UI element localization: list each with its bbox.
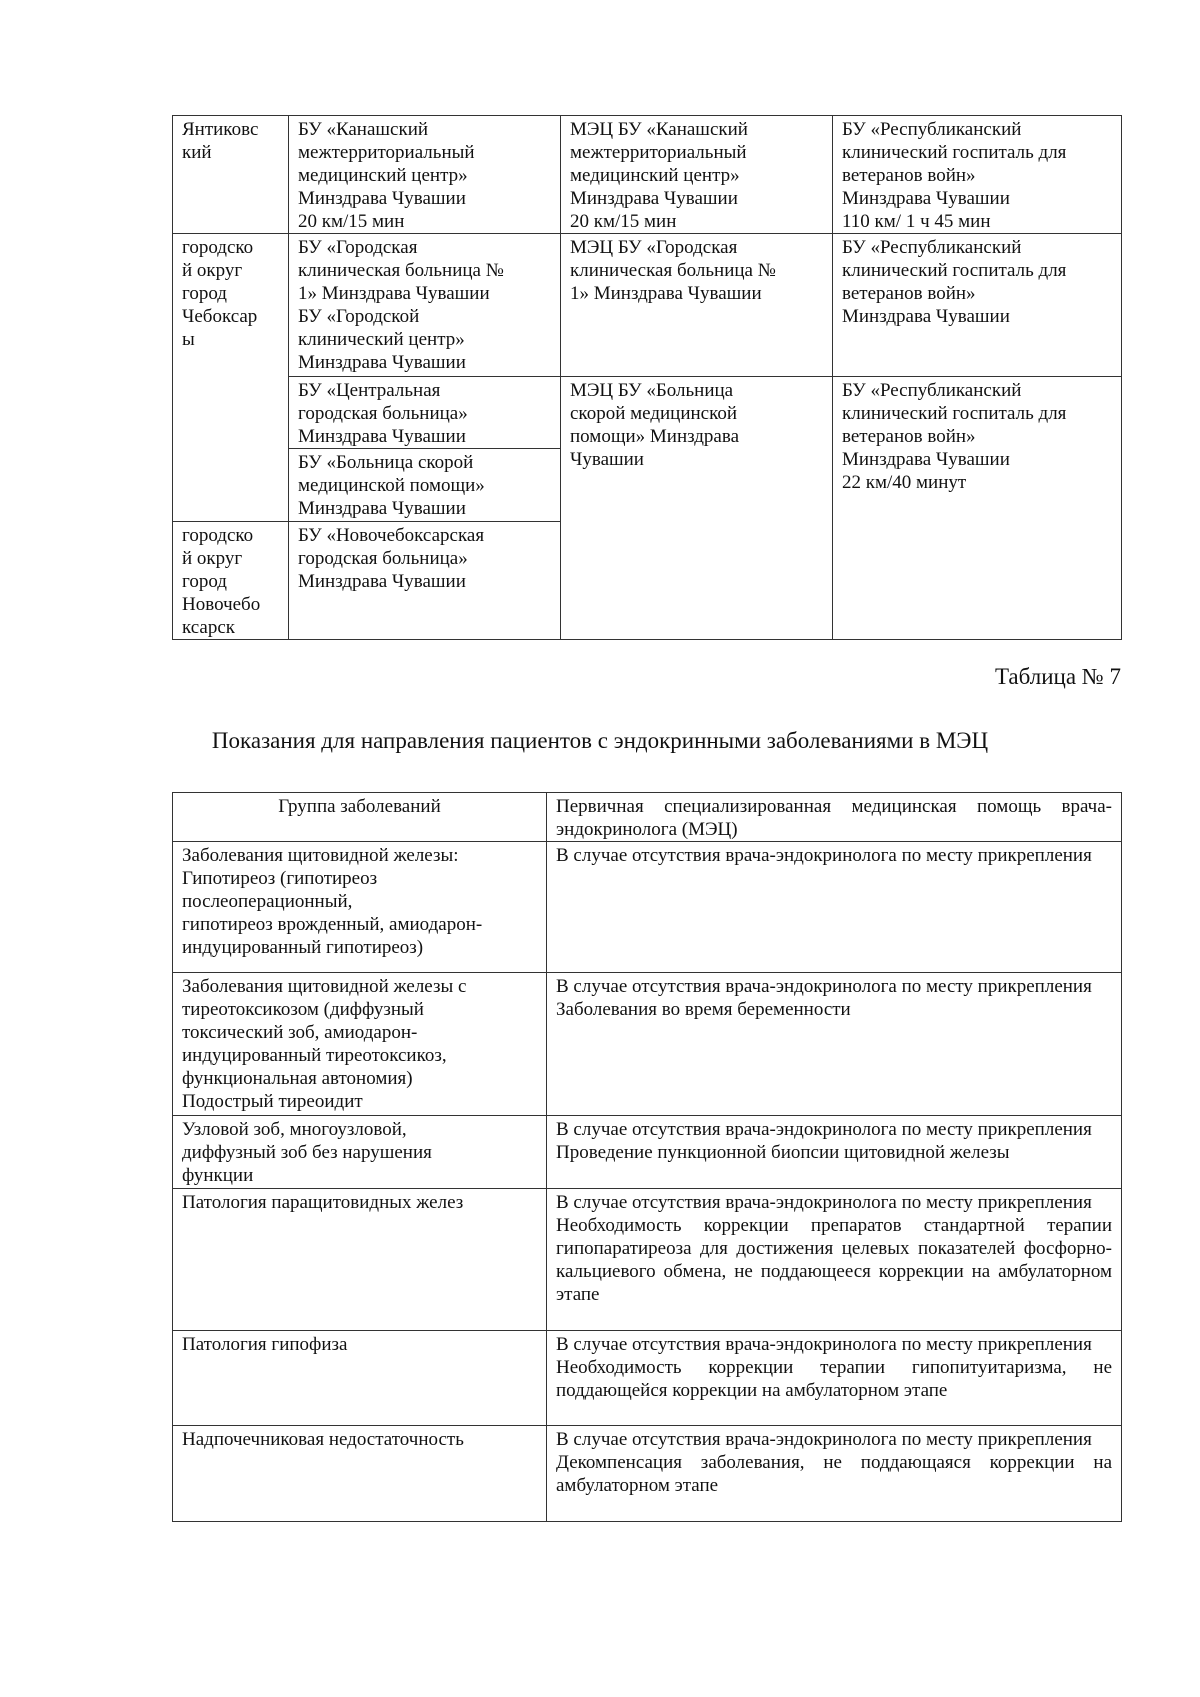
- disease-group-cell: Узловой зоб, многоузловой, диффузный зоб без нарушения функции: [173, 1116, 547, 1189]
- table-row: [173, 842, 1122, 973]
- first-level-cell: БУ «Городская клиническая больница № 1» Минздрава Чувашии БУ «Городской клинический центр» Минздрава Чувашии: [289, 234, 561, 377]
- first-level-cell: БУ «Новочебоксарская городская больница» Минздрава Чувашии: [289, 522, 561, 640]
- indication-cell: В случае отсутствия врача-эндокринолога по месту прикрепления Декомпенсация заболевания, не поддающаяся коррекции на амбулаторном этапе: [547, 1426, 1122, 1522]
- hospital-cell: БУ «Республиканский клинический госпиталь для ветеранов войн» Минздрава Чувашии: [833, 234, 1122, 377]
- disease-group-cell: Надпочечниковая недостаточность: [173, 1426, 547, 1522]
- first-level-cell: БУ «Больница скорой медицинской помощи» Минздрава Чувашии: [289, 449, 561, 522]
- table-row: [173, 234, 1122, 377]
- district-cell: городско й округ город Чебоксар ы: [173, 234, 289, 522]
- first-level-cell: БУ «Канашский межтерриториальный медицинский центр» Минздрава Чувашии 20 км/15 мин: [289, 116, 561, 234]
- indication-cell: В случае отсутствия врача-эндокринолога по месту прикрепления Необходимость коррекции препаратов стандартной терапии гипопаратиреоза для достижения целевых показателей фосфорно-кальциевого обмена, не поддающееся коррекции на амбулаторном этапе: [547, 1189, 1122, 1331]
- table-row: [173, 1331, 1122, 1426]
- header-care-cell: Первичная специализированная медицинская помощь врача-эндокринолога (МЭЦ): [547, 793, 1122, 842]
- mec-cell: МЭЦ БУ «Больница скорой медицинской помощи» Минздрава Чувашии: [561, 377, 833, 640]
- indication-cell: В случае отсутствия врача-эндокринолога по месту прикрепления Проведение пункционной биопсии щитовидной железы: [547, 1116, 1122, 1189]
- table-row: [173, 377, 1122, 449]
- mec-cell: МЭЦ БУ «Городская клиническая больница № 1» Минздрава Чувашии: [561, 234, 833, 377]
- routing-table: [172, 115, 1122, 640]
- mec-cell: МЭЦ БУ «Канашский межтерриториальный медицинский центр» Минздрава Чувашии 20 км/15 мин: [561, 116, 833, 234]
- indication-cell: В случае отсутствия врача-эндокринолога по месту прикрепления Заболевания во время беременности: [547, 973, 1122, 1116]
- table-row: [173, 116, 1122, 234]
- hospital-cell: БУ «Республиканский клинический госпиталь для ветеранов войн» Минздрава Чувашии 110 км/ 1 ч 45 мин: [833, 116, 1122, 234]
- disease-group-cell: Патология паращитовидных желез: [173, 1189, 547, 1331]
- indication-cell: В случае отсутствия врача-эндокринолога по месту прикрепления: [547, 842, 1122, 973]
- district-cell: Янтиковс кий: [173, 116, 289, 234]
- indication-cell: В случае отсутствия врача-эндокринолога по месту прикрепления Необходимость коррекции терапии гипопитуитаризма, не поддающейся коррекции на амбулаторном этапе: [547, 1331, 1122, 1426]
- table-row: [173, 973, 1122, 1116]
- disease-group-cell: Заболевания щитовидной железы: Гипотиреоз (гипотиреоз послеоперационный, гипотиреоз врожденный, амиодарон- индуцированный гипотиреоз): [173, 842, 547, 973]
- indications-table: [172, 792, 1122, 1522]
- hospital-cell: БУ «Республиканский клинический госпиталь для ветеранов войн» Минздрава Чувашии 22 км/40 минут: [833, 377, 1122, 640]
- table-caption: Таблица № 7: [994, 664, 1121, 689]
- table-row: [173, 1116, 1122, 1189]
- table-row: [173, 1189, 1122, 1331]
- district-cell: городско й округ город Новочебо ксарск: [173, 522, 289, 640]
- table-row: [173, 1426, 1122, 1522]
- disease-group-cell: Патология гипофиза: [173, 1331, 547, 1426]
- first-level-cell: БУ «Центральная городская больница» Минздрава Чувашии: [289, 377, 561, 449]
- disease-group-cell: Заболевания щитовидной железы с тиреотоксикозом (диффузный токсический зоб, амиодарон- индуцированный тиреотоксикоз, функциональная автономия) Подострый тиреоидит: [173, 973, 547, 1116]
- table-header-row: [173, 793, 1122, 842]
- table-title: Показания для направления пациентов с эндокринными заболеваниями в МЭЦ: [211, 728, 989, 753]
- header-group-cell: Группа заболеваний: [173, 793, 547, 842]
